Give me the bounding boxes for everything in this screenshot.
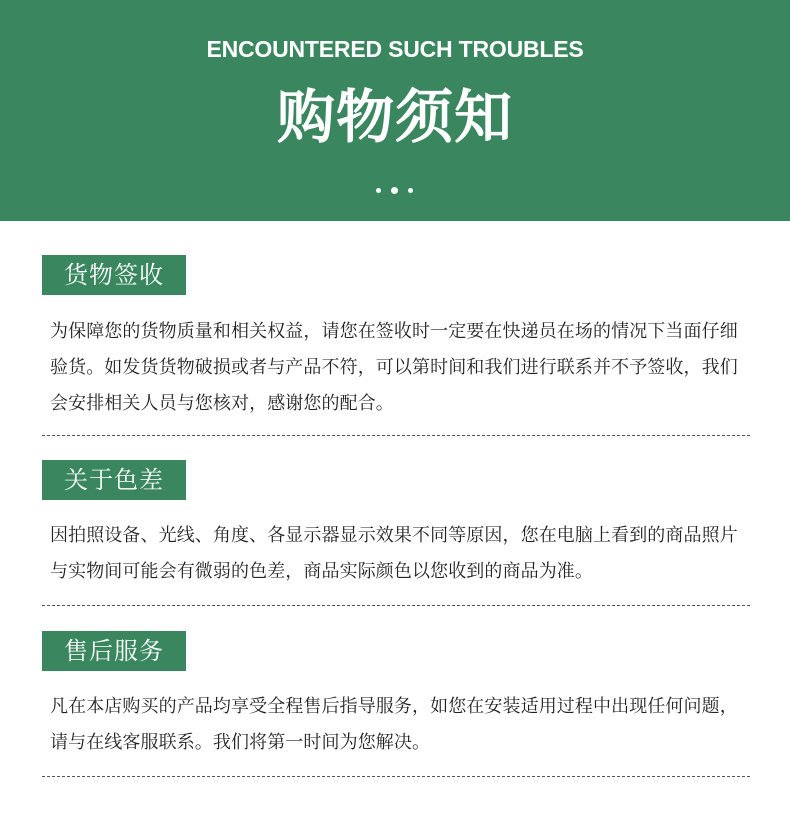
- section-text: 为保障您的货物质量和相关权益，请您在签收时一定要在快递员在场的情况下当面仔细验货。如发货货物破损或者与产品不符，可以第时间和我们进行联系并不予签收，我们会安排相关人员与您核对，感谢您的配合。: [50, 321, 738, 414]
- dot-icon: [376, 188, 381, 193]
- section-text: 因拍照设备、光线、角度、各显示器显示效果不同等原因，您在电脑上看到的商品照片与实物间可能会有微弱的色差，商品实际颜色以您收到的商品为准。: [50, 525, 738, 582]
- section-heading: 货物签收: [42, 255, 186, 295]
- decorative-dots: [373, 186, 417, 196]
- header-banner: [0, 0, 790, 221]
- section-after-sales: [42, 631, 750, 779]
- dashed-divider: [42, 776, 750, 777]
- header-subtitle: ENCOUNTERED SUCH TROUBLES: [206, 36, 584, 62]
- section-color-difference: [42, 460, 750, 608]
- section-heading: 关于色差: [42, 460, 186, 500]
- section-text: 凡在本店购买的产品均享受全程售后指导服务，如您在安装适用过程中出现任何问题，请与在线客服联系。我们将第一时间为您解决。: [50, 696, 738, 753]
- dot-icon: [408, 188, 413, 193]
- page-title: 购物须知: [276, 83, 513, 151]
- section-goods-receipt: [42, 255, 750, 437]
- section-heading: 售后服务: [42, 631, 186, 671]
- dot-icon: [391, 187, 398, 194]
- dashed-divider: [42, 435, 750, 436]
- dashed-divider: [42, 605, 750, 606]
